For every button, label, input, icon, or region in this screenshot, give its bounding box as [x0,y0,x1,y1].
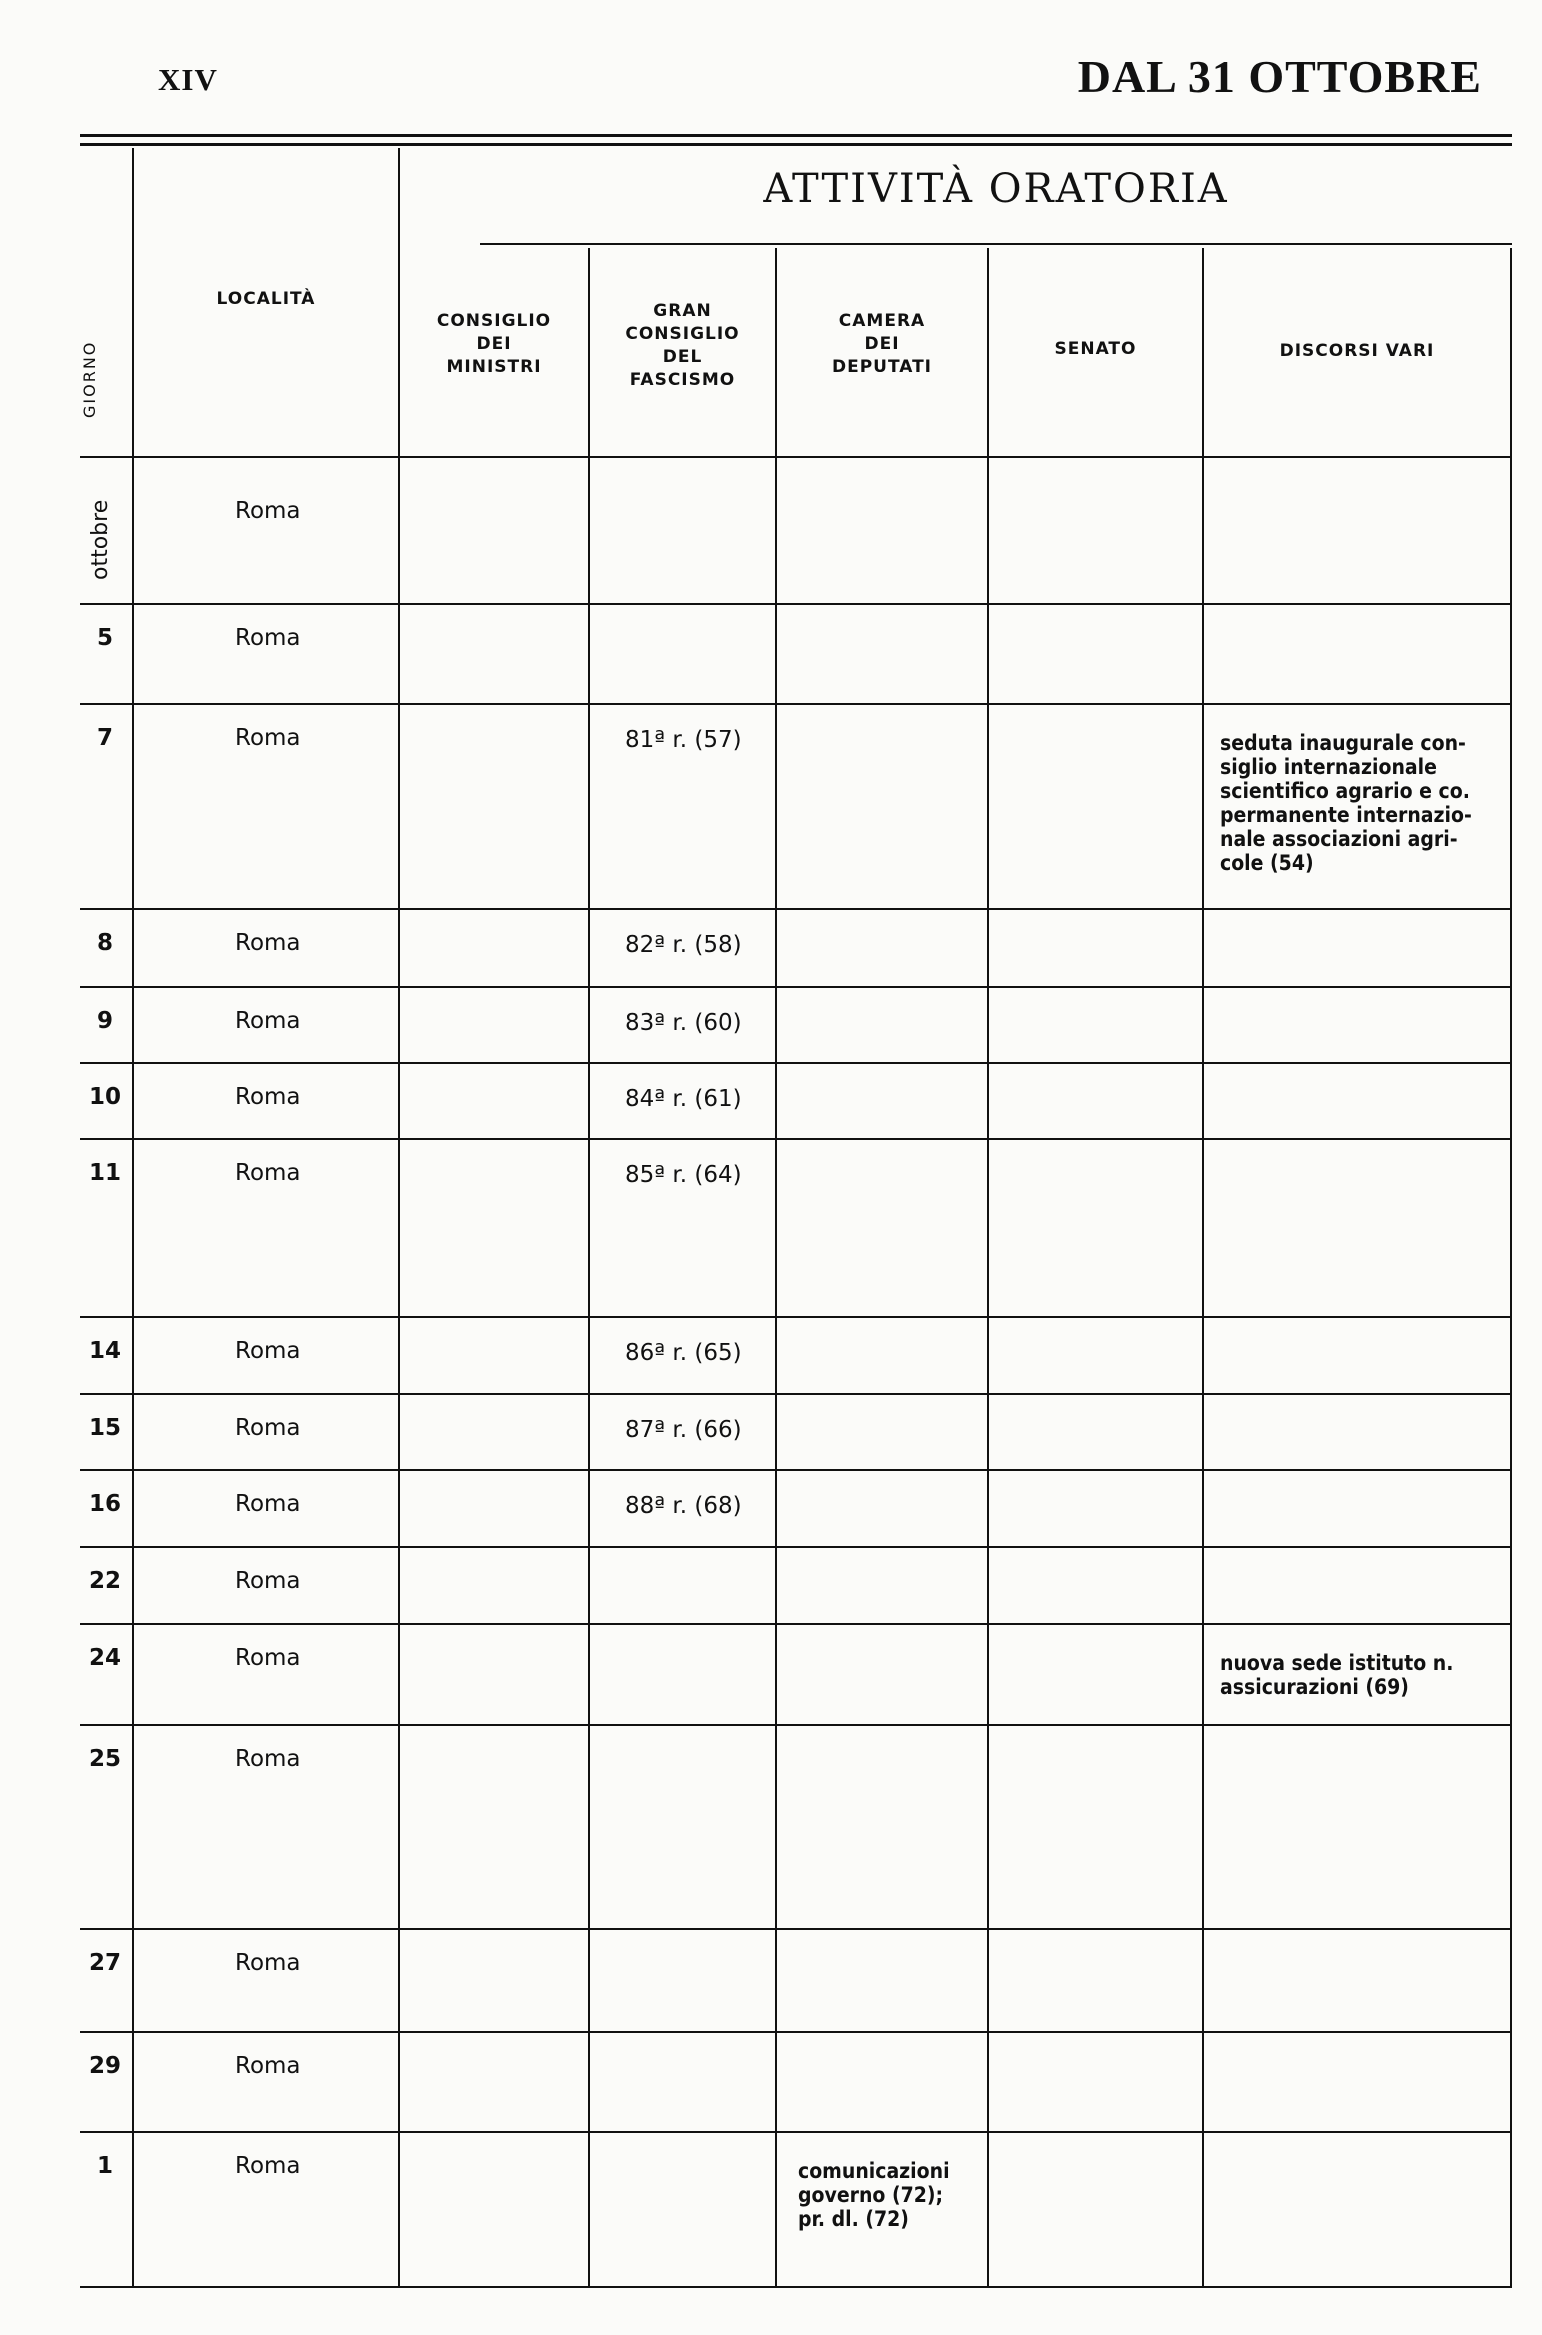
row-day: 25 [88,1746,121,1772]
column-header-line: DEI [864,334,900,354]
column-header-line: GRAN [653,301,712,321]
col-divider [398,148,400,2288]
row-day: 11 [88,1160,121,1186]
row-divider [80,908,1512,910]
top-rule [80,134,1512,137]
row-localita: Roma [235,1338,301,1364]
row-day: 24 [88,1645,121,1671]
row-day: 9 [96,1008,113,1034]
row-divider [80,1316,1512,1318]
row-localita: Roma [235,1008,301,1034]
col-divider [1202,248,1204,2288]
row-day: 22 [88,1568,121,1594]
note-line: governo (72); [798,2183,944,2207]
note-line: comunicazioni [798,2159,950,2183]
column-header-giorno: GIORNO [80,340,99,418]
column-header-camera [779,310,985,379]
row-divider [80,1546,1512,1548]
row-divider [80,1724,1512,1726]
column-header-consiglio [402,310,586,379]
note-line: pr. dl. (72) [798,2207,909,2231]
column-header-gran-consiglio [592,300,773,392]
column-header-line: FASCISMO [629,370,736,390]
table-bottom-rule [80,2286,1512,2288]
row-localita: Roma [235,1568,301,1594]
row-localita: Roma [235,2053,301,2079]
note-line: assicurazioni (69) [1220,1675,1409,1699]
row-divider [80,1062,1512,1064]
note-line: cole (54) [1220,851,1314,875]
row-divider [80,1928,1512,1930]
note-line: seduta inaugurale con- [1220,731,1466,755]
note-line: siglio internazionale [1220,755,1437,779]
col-divider [775,248,777,2288]
row-camera-note [798,2159,950,2231]
note-line: nuova sede istituto n. [1220,1651,1454,1675]
row-gran-consiglio: 85ª r. (64) [625,1162,742,1188]
row-gran-consiglio: 86ª r. (65) [625,1340,742,1366]
row-day: 14 [88,1338,121,1364]
row-divider [80,986,1512,988]
row-divider [80,2031,1512,2033]
row-localita: Roma [235,725,301,751]
row-localita: Roma [235,625,301,651]
column-header-line: CONSIGLIO [436,311,552,331]
row-day: 27 [88,1950,121,1976]
column-header-line: CAMERA [838,311,926,331]
row-day: 10 [88,1084,121,1110]
row-day: 29 [88,2053,121,2079]
section-divider [480,243,1512,245]
note-line: nale associazioni agri- [1220,827,1458,851]
column-header-line: DEL [662,347,703,367]
row-divider [80,703,1512,705]
row-localita: Roma [235,1160,301,1186]
row-day: 5 [96,625,113,651]
note-line: permanente internazio- [1220,803,1472,827]
row-day: 1 [96,2153,113,2179]
column-header-line: DEI [476,334,512,354]
col-divider [588,248,590,2288]
table-right-edge [1510,248,1512,2288]
section-title: ATTIVITÀ ORATORIA [763,166,1229,212]
note-line: scientifico agrario e co. [1220,779,1470,803]
top-rule-double [80,143,1512,146]
row-divider [80,456,1512,458]
row-divider [80,603,1512,605]
row-gran-consiglio: 83ª r. (60) [625,1010,742,1036]
row-localita: Roma [235,1491,301,1517]
row-discorsi-note [1220,731,1505,875]
row-localita: Roma [235,2153,301,2179]
row-discorsi-note [1220,1651,1505,1699]
row-day: 16 [88,1491,121,1517]
month-label: ottobre [88,499,113,580]
row-divider [80,1469,1512,1471]
column-header-senato: SENATO [1054,339,1137,359]
row-gran-consiglio: 88ª r. (68) [625,1493,742,1519]
row-localita: Roma [235,1645,301,1671]
row-day: 7 [96,725,113,751]
row-gran-consiglio: 87ª r. (66) [625,1417,742,1443]
row-gran-consiglio: 82ª r. (58) [625,932,742,958]
row-localita: Roma [235,1950,301,1976]
row-localita: Roma [235,1415,301,1441]
page-title: DAL 31 OTTOBRE [1077,51,1482,102]
row-localita: Roma [235,1746,301,1772]
row-divider [80,1138,1512,1140]
column-header-localita: LOCALITÀ [216,289,316,309]
row-gran-consiglio: 84ª r. (61) [625,1086,742,1112]
col-divider [987,248,989,2288]
row-divider [80,1623,1512,1625]
activity-table [80,148,1512,2288]
column-header-discorsi: DISCORSI VARI [1279,341,1435,361]
row-divider [80,2131,1512,2133]
row-gran-consiglio: 81ª r. (57) [625,727,742,753]
column-header-line: DEPUTATI [831,357,933,377]
row-localita: Roma [235,930,301,956]
page-number: XIV [158,62,218,97]
row-divider [80,1393,1512,1395]
row-localita: Roma [235,498,301,524]
column-header-line: CONSIGLIO [625,324,740,344]
row-day: 8 [96,930,113,956]
row-day: 15 [88,1415,121,1441]
row-localita: Roma [235,1084,301,1110]
column-header-line: MINISTRI [446,357,542,377]
